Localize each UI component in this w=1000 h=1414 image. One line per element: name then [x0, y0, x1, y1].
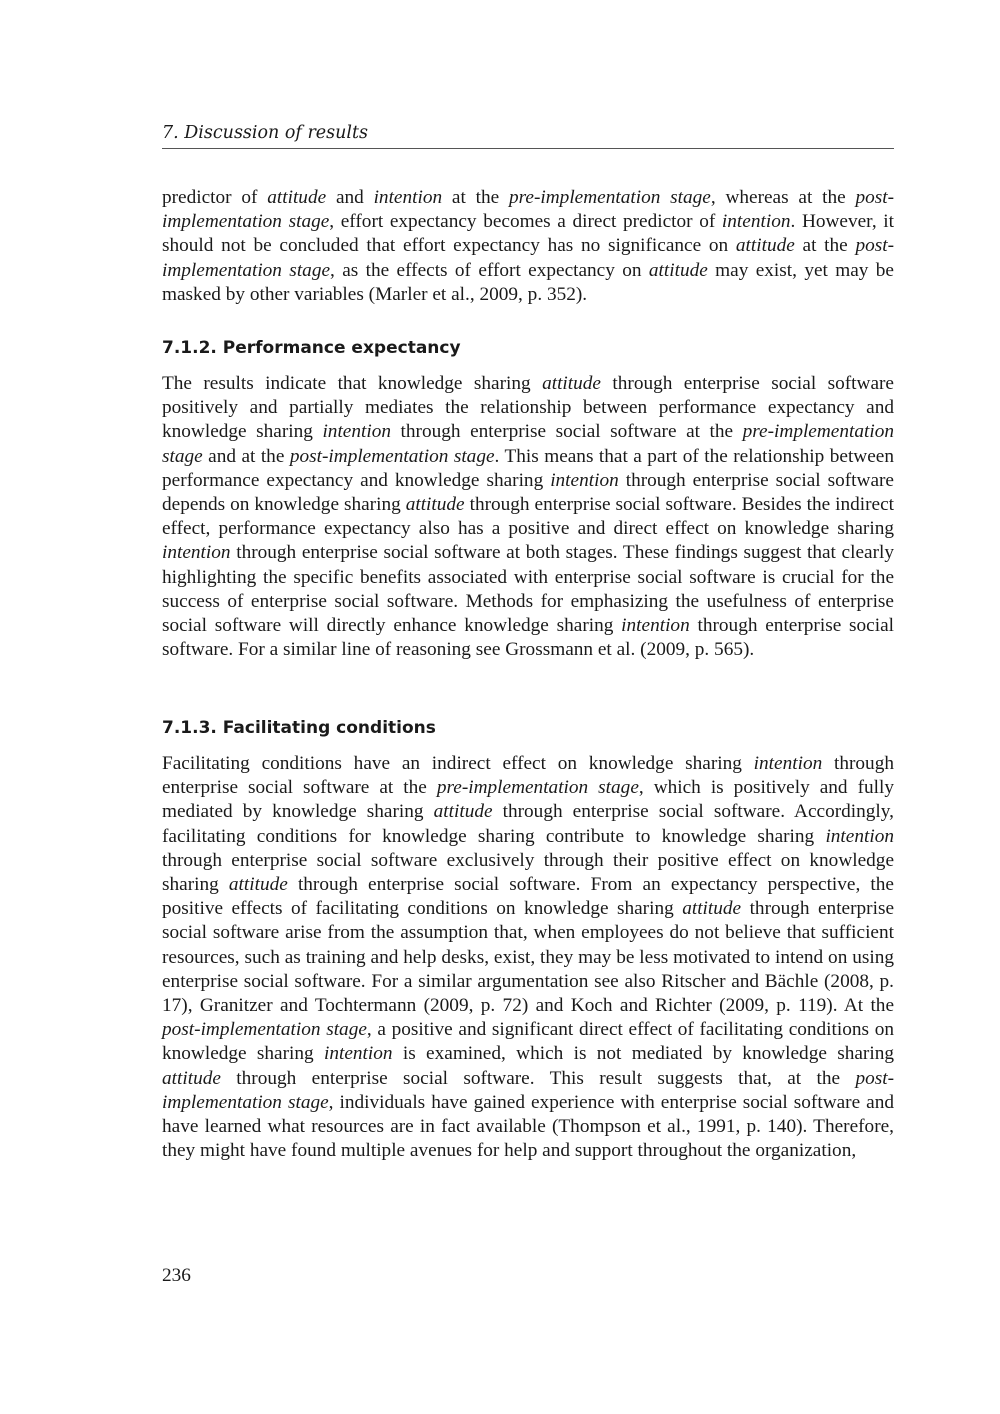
italic-term: post-implementation stage	[162, 187, 895, 233]
text-run: , whereas at the	[710, 187, 856, 208]
text-run: at the	[794, 235, 856, 257]
text-run: through enterprise social software arise from the assumption that, when employees do not believe that sufficient resources, such as training and help desks, exist, they may be less motivated to intend on using enterprise social software. For a similar argumentation see also Ritscher and Bächle (2008, p. 17), Granitzer and Tochtermann (2009, p. 72) and Koch and Richter (2009, p. 119). At the	[162, 898, 895, 1017]
italic-term: attitude	[682, 898, 742, 920]
text-run: , which is positively and fully mediated by knowledge sharing	[162, 777, 894, 823]
italic-term: attitude	[648, 259, 708, 281]
italic-term: attitude	[735, 235, 795, 257]
text-run: through enterprise social software. This result suggests that, at the	[220, 1067, 856, 1089]
text-run: through enterprise social software exclusively through their positive effect on knowledge sharing	[162, 849, 894, 896]
text-run: is examined, which is not mediated by knowledge sharing	[392, 1043, 894, 1065]
italic-term: intention	[550, 469, 619, 491]
section-heading-facilitating-conditions: 7.1.3. Facilitating conditions	[162, 718, 436, 738]
italic-term: intention	[753, 753, 823, 774]
italic-term: attitude	[433, 801, 493, 823]
running-head: 7. Discussion of results	[162, 123, 369, 143]
italic-term: intention	[373, 187, 443, 208]
italic-term: pre-implementation stage	[162, 421, 894, 467]
page-number: 236	[162, 1265, 191, 1286]
italic-term: post-implementation stage	[162, 1019, 367, 1041]
text-run: , effort expectancy becomes a direct predictor of	[329, 211, 722, 233]
text-run: and	[326, 187, 374, 208]
text-run: through enterprise social software positively and partially mediates the relationship between performance expectancy and knowledge sharing	[162, 373, 894, 443]
italic-term: intention	[621, 615, 690, 637]
text-run: through enterprise social software depends on knowledge sharing	[162, 469, 894, 516]
text-run: through enterprise social software at both stages. These findings suggest that clearly highlighting the specific benefits associated with enterprise social software is crucial for the success of enterprise social software. Methods for emphasizing the usefulness of enterprise social software will directly enhance knowledge sharing	[162, 542, 894, 637]
italic-term: pre-implementation stage	[436, 777, 639, 799]
italic-term: attitude	[267, 187, 327, 208]
text-run: may exist, yet may be masked by other variables (Marler et al., 2009, p. 352).	[162, 259, 894, 305]
italic-term: post-implementation stage	[162, 235, 894, 281]
text-run: through enterprise social software. From an expectancy perspective, the positive effects of facilitating conditions on knowledge sharing	[162, 874, 894, 920]
text-run: predictor of	[162, 187, 268, 208]
italic-term: post-implementation stage	[162, 1067, 894, 1113]
italic-term: intention	[825, 825, 894, 847]
italic-term: pre-implementation stage	[508, 187, 711, 208]
text-run: through enterprise social software. Besides the indirect effect, performance expectancy also has a positive and direct effect on knowledge sharing	[162, 494, 894, 540]
text-run: . However, it should not be concluded that effort expectancy has no significance on	[162, 211, 894, 257]
text-run: Facilitating conditions have an indirect effect on knowledge sharing	[162, 753, 754, 774]
paragraph-facilitating-conditions	[162, 752, 894, 1163]
italic-term: intention	[162, 542, 231, 564]
paragraph-effort-expectancy-end	[162, 186, 894, 307]
italic-term: attitude	[542, 373, 601, 394]
italic-term: attitude	[162, 1067, 221, 1089]
text-run: through enterprise social software. Accordingly, facilitating conditions for knowledge sharing contribute to knowledge sharing	[162, 801, 894, 847]
italic-term: attitude	[405, 494, 465, 516]
text-run: through enterprise social software at the	[391, 421, 743, 443]
italic-term: post-implementation stage	[289, 445, 495, 467]
italic-term: intention	[721, 211, 791, 233]
section-heading-performance-expectancy: 7.1.2. Performance expectancy	[162, 338, 461, 358]
text-run: through enterprise social software. For a similar line of reasoning see Grossmann et al. (2009, p. 565).	[162, 615, 894, 661]
text-run: at the	[442, 187, 509, 208]
text-run: . This means that a part of the relationship between performance expectancy and knowledge sharing	[162, 445, 894, 491]
text-run: through enterprise social software at the	[162, 753, 894, 799]
text-run: , a positive and significant direct effect of facilitating conditions on knowledge sharing	[162, 1019, 894, 1065]
text-run: and at the	[202, 445, 290, 467]
paragraph-performance-expectancy	[162, 372, 894, 662]
text-run: The results indicate that knowledge sharing	[162, 373, 543, 394]
text-run: , as the effects of effort expectancy on	[330, 259, 649, 281]
text-run: , individuals have gained experience with enterprise social software and have learned what resources are in fact available (Thompson et al., 1991, p. 140). Therefore, they might have found multiple avenues for help and support throughout the organization,	[162, 1091, 894, 1162]
italic-term: attitude	[228, 874, 288, 896]
header-rule	[162, 148, 894, 149]
italic-term: intention	[324, 1043, 393, 1065]
italic-term: intention	[322, 421, 392, 443]
